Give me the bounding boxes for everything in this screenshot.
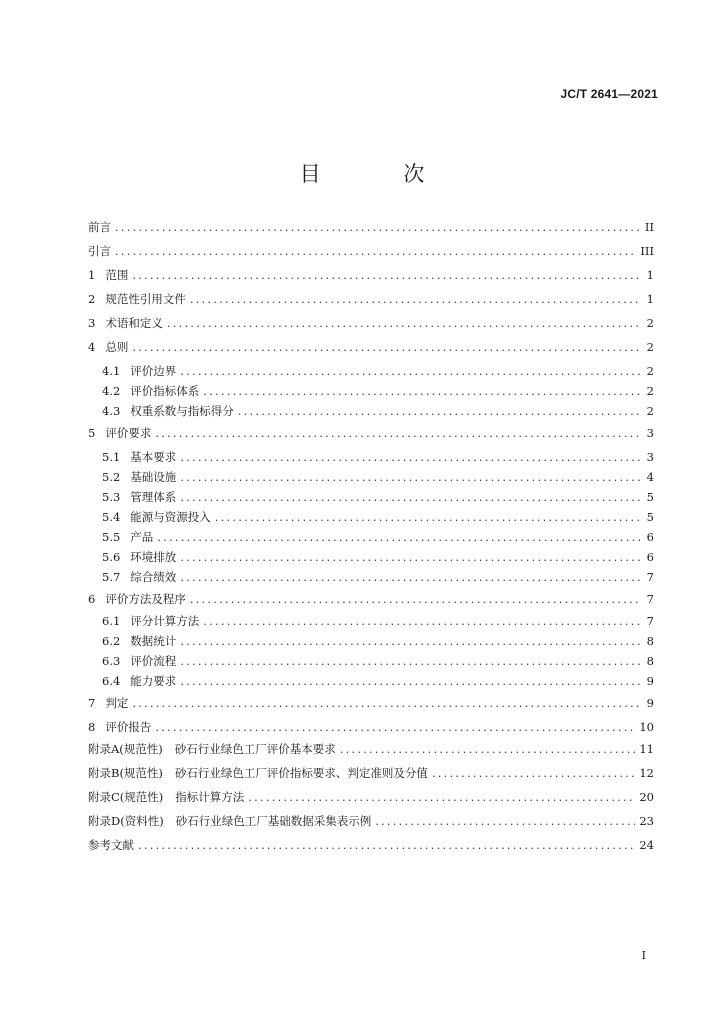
- toc-entry-title: 数据统计: [130, 634, 177, 648]
- toc-page-number: 6: [646, 530, 654, 544]
- toc-page-number: III: [640, 244, 654, 258]
- toc-section-number: 6.3: [102, 654, 121, 668]
- toc-leader-dots: [132, 694, 640, 712]
- toc-section-number: 5.6: [102, 550, 121, 564]
- toc-entry-title: 评价边界: [130, 364, 177, 378]
- toc-section-number: 5: [88, 426, 96, 440]
- toc-leader-dots: [180, 468, 640, 486]
- toc-leader-dots: [180, 672, 640, 690]
- toc-entry[interactable]: [102, 528, 654, 546]
- toc-section-number: 6.1: [102, 614, 121, 628]
- toc-leader-dots: [138, 836, 635, 854]
- toc-entry[interactable]: [102, 362, 654, 380]
- toc-entry[interactable]: [88, 836, 654, 854]
- toc-entry[interactable]: [88, 338, 654, 356]
- toc-leader-dots: [180, 652, 640, 670]
- toc-page-number: 23: [639, 814, 654, 828]
- toc-page-number: 2: [646, 384, 654, 398]
- toc-leader-dots: [132, 338, 640, 356]
- toc-section-number: 8: [88, 720, 96, 734]
- toc-entry-label: [88, 242, 111, 260]
- toc-page-number: 9: [646, 696, 654, 710]
- toc-entry[interactable]: [88, 694, 654, 712]
- toc-entry-title: 评价方法及程序: [105, 592, 186, 606]
- toc-page-number: 6: [646, 550, 654, 564]
- toc-section-number: 3: [88, 316, 96, 330]
- toc-entry-title: 规范性引用文件: [105, 292, 186, 306]
- toc-entry-label: [88, 218, 111, 236]
- toc-entry[interactable]: [88, 266, 654, 284]
- toc-entry-label: [88, 590, 186, 608]
- toc-entry-label: [102, 632, 176, 650]
- toc-entry-label: [102, 652, 176, 670]
- toc-page-number: 3: [646, 426, 654, 440]
- toc-leader-dots: [203, 612, 640, 630]
- toc-leader-dots: [167, 314, 640, 332]
- toc-entry-label: [102, 448, 176, 466]
- toc-page-number: 8: [646, 654, 654, 668]
- toc-title: 目 次: [299, 162, 463, 186]
- toc-page-number: 20: [639, 790, 654, 804]
- toc-page-number: 7: [646, 592, 654, 606]
- toc-leader-dots: [340, 740, 636, 758]
- toc-entry[interactable]: [102, 382, 654, 400]
- toc-page-number: 10: [639, 720, 654, 734]
- toc-page-number: 3: [646, 450, 654, 464]
- toc-entry[interactable]: [88, 218, 654, 236]
- toc-entry-label: [102, 672, 176, 690]
- toc-entry-title: 指标计算方法: [175, 790, 245, 804]
- toc-entry-label: [102, 508, 211, 526]
- toc-entry-label: [88, 424, 151, 442]
- toc-leader-dots: [180, 632, 640, 650]
- toc-appendix-label: 附录B(规范性): [88, 766, 163, 780]
- toc-section-number: 6.4: [102, 674, 121, 688]
- toc-entry-label: [102, 402, 234, 420]
- toc-entry-title: 评价报告: [105, 720, 152, 734]
- toc-entry[interactable]: [102, 488, 654, 506]
- toc-entry-title: 管理体系: [130, 490, 177, 504]
- toc-entry-title: 评分计算方法: [130, 614, 200, 628]
- toc-page-number: II: [644, 220, 654, 234]
- toc-leader-dots: [157, 528, 640, 546]
- toc-entry[interactable]: [102, 672, 654, 690]
- standard-code: JC/T 2641—2021: [560, 87, 658, 101]
- toc-page-number: 2: [646, 316, 654, 330]
- toc-entry-label: [102, 468, 176, 486]
- toc-entry-label: [88, 740, 336, 758]
- toc-entry-label: [88, 836, 134, 854]
- toc-appendix-label: 附录A(规范性): [88, 742, 163, 756]
- toc-appendix-label: 附录C(规范性): [88, 790, 164, 804]
- toc-section-number: 6: [88, 592, 96, 606]
- toc-entry[interactable]: [102, 652, 654, 670]
- toc-entry-label: [88, 718, 151, 736]
- toc-leader-dots: [190, 590, 640, 608]
- toc-leader-dots: [155, 424, 640, 442]
- toc-leader-dots: [180, 362, 640, 380]
- toc-section-number: 4.1: [102, 364, 121, 378]
- toc-entry[interactable]: [102, 448, 654, 466]
- toc-entry[interactable]: [102, 468, 654, 486]
- toc-page-number: 8: [646, 634, 654, 648]
- toc-entry-title: 砂石行业绿色工厂基础数据采集表示例: [175, 814, 372, 828]
- toc-entry[interactable]: [88, 290, 654, 308]
- toc-entry[interactable]: [88, 764, 654, 782]
- toc-page-number: 1: [646, 292, 654, 306]
- toc-entry-title: 砂石行业绿色工厂评价基本要求: [174, 742, 336, 756]
- toc-section-number: 5.5: [102, 530, 121, 544]
- toc-entry-title: 环境排放: [130, 550, 177, 564]
- toc-leader-dots: [180, 548, 640, 566]
- toc-page-number: 11: [639, 742, 654, 756]
- toc-page-number: 1: [646, 268, 654, 282]
- toc-entry-label: [88, 812, 371, 830]
- toc-appendix-label: 附录D(资料性): [88, 814, 164, 828]
- toc-page-number: 24: [639, 838, 654, 852]
- toc-section-number: 1: [88, 268, 96, 282]
- toc-leader-dots: [180, 448, 640, 466]
- toc-entry-label: [88, 338, 128, 356]
- toc-entry[interactable]: [102, 508, 654, 526]
- toc-entry-title: 前言: [88, 220, 111, 234]
- toc-leader-dots: [180, 488, 640, 506]
- toc-leader-dots: [238, 402, 640, 420]
- toc-page-number: 5: [646, 490, 654, 504]
- toc-entry[interactable]: [88, 718, 654, 736]
- toc-leader-dots: [203, 382, 640, 400]
- toc-leader-dots: [155, 718, 635, 736]
- toc-entry-title: 参考文献: [88, 838, 134, 852]
- toc-leader-dots: [375, 812, 635, 830]
- toc-entry[interactable]: [102, 568, 654, 586]
- toc-leader-dots: [190, 290, 640, 308]
- toc-entry-label: [88, 694, 128, 712]
- toc-entry-label: [88, 266, 128, 284]
- toc-entry-title: 引言: [88, 244, 111, 258]
- toc-entry-label: [102, 382, 199, 400]
- toc-entry[interactable]: [88, 740, 654, 758]
- toc-entry[interactable]: [88, 424, 654, 442]
- toc-entry[interactable]: [88, 242, 654, 260]
- toc-section-number: 4.3: [102, 404, 121, 418]
- toc-entry-label: [88, 764, 428, 782]
- toc-section-number: 4: [88, 340, 96, 354]
- toc-entry[interactable]: [88, 788, 654, 806]
- toc-page-number: 2: [646, 364, 654, 378]
- toc-entry-title: 评价流程: [130, 654, 177, 668]
- toc-entry[interactable]: [88, 314, 654, 332]
- toc-entry-title: 总则: [105, 340, 129, 354]
- toc-entry-label: [102, 568, 176, 586]
- toc-entry[interactable]: [102, 548, 654, 566]
- toc-page-number: 4: [646, 470, 654, 484]
- toc-leader-dots: [432, 764, 635, 782]
- toc-entry-label: [102, 612, 199, 630]
- toc-section-number: 5.2: [102, 470, 121, 484]
- toc-page-number: 2: [646, 404, 654, 418]
- toc-entry-title: 基础设施: [130, 470, 177, 484]
- toc-page-number: 7: [646, 570, 654, 584]
- toc-entry[interactable]: [102, 632, 654, 650]
- toc-entry-title: 综合绩效: [130, 570, 177, 584]
- toc-entry-title: 术语和定义: [105, 316, 163, 330]
- page-number: I: [641, 949, 646, 962]
- toc-page-number: 12: [639, 766, 654, 780]
- toc-entry[interactable]: [102, 402, 654, 420]
- toc-entry-title: 基本要求: [130, 450, 177, 464]
- toc-section-number: 2: [88, 292, 96, 306]
- toc-section-number: 5.3: [102, 490, 121, 504]
- toc-leader-dots: [180, 568, 640, 586]
- toc-leader-dots: [248, 788, 635, 806]
- toc-page-number: 7: [646, 614, 654, 628]
- toc-entry-title: 范围: [105, 268, 129, 282]
- toc-entry-title: 能力要求: [130, 674, 177, 688]
- toc-entry-label: [102, 548, 176, 566]
- toc-leader-dots: [115, 242, 636, 260]
- toc-section-number: 4.2: [102, 384, 121, 398]
- toc-entry[interactable]: [88, 812, 654, 830]
- toc-entry-title: 产品: [130, 530, 154, 544]
- toc-entry-title: 判定: [105, 696, 129, 710]
- toc-entry-label: [102, 362, 176, 380]
- toc-entry-title: 权重系数与指标得分: [130, 404, 234, 418]
- toc-page-number: 2: [646, 340, 654, 354]
- toc-leader-dots: [132, 266, 640, 284]
- toc-section-number: 5.7: [102, 570, 121, 584]
- toc-entry[interactable]: [88, 590, 654, 608]
- toc-entry-label: [102, 488, 176, 506]
- toc-page-number: 9: [646, 674, 654, 688]
- toc-section-number: 5.1: [102, 450, 121, 464]
- toc-entry-label: [102, 528, 153, 546]
- toc-section-number: 7: [88, 696, 96, 710]
- toc-section-number: 5.4: [102, 510, 121, 524]
- toc-entry-label: [88, 314, 163, 332]
- toc-entry-title: 评价要求: [105, 426, 152, 440]
- toc-entry-title: 砂石行业绿色工厂评价指标要求、判定准则及分值: [174, 766, 428, 780]
- toc-entry-label: [88, 788, 244, 806]
- toc-entry-label: [88, 290, 186, 308]
- toc-page-number: 5: [646, 510, 654, 524]
- toc-entry-title: 能源与资源投入: [130, 510, 211, 524]
- toc-entry[interactable]: [102, 612, 654, 630]
- toc-entry-title: 评价指标体系: [130, 384, 200, 398]
- toc-leader-dots: [215, 508, 640, 526]
- toc-leader-dots: [115, 218, 640, 236]
- toc-section-number: 6.2: [102, 634, 121, 648]
